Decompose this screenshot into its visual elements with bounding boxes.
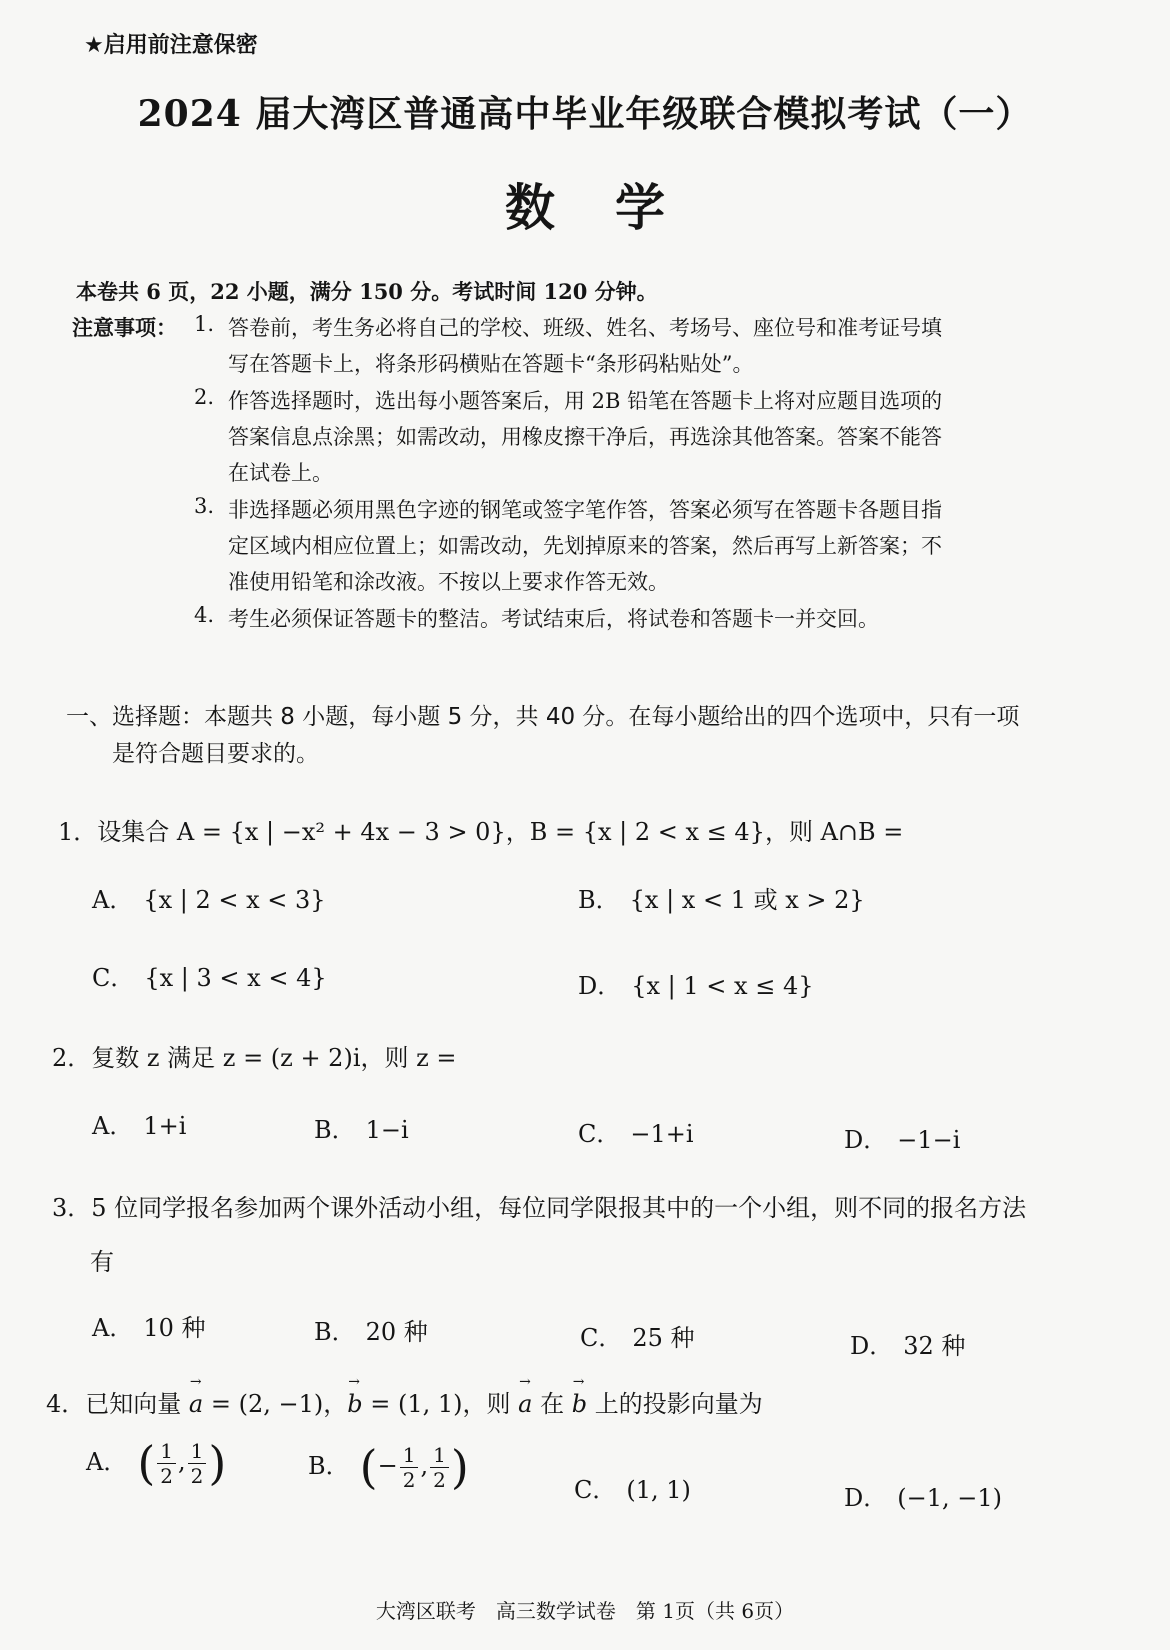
numerator: 1 xyxy=(400,1445,419,1468)
q2-option-a xyxy=(92,1106,186,1141)
exam-info: 本卷共 6 页，22 小题，满分 150 分。考试时间 120 分钟。 xyxy=(76,279,658,304)
question-3-stem-cont: 有 xyxy=(90,1248,114,1276)
q1-option-c xyxy=(92,958,327,993)
option-label: B． xyxy=(314,1318,356,1346)
q1-option-b xyxy=(578,880,865,915)
option-label: A． xyxy=(92,1112,134,1140)
fraction xyxy=(400,1442,419,1492)
notice-item-line: 考生必须保证答题卡的整洁。考试结束后，将试卷和答题卡一并交回。 xyxy=(228,607,879,631)
question-1-stem: 1．设集合 A = {x | −x² + 4x − 3 > 0}，B = {x | 2 < x ≤ 4}，则 A∩B = xyxy=(58,818,904,846)
question-3-stem: 3．5 位同学报名参加两个课外活动小组，每位同学限报其中的一个小组，则不同的报名方法 xyxy=(52,1194,1027,1222)
q3-option-d xyxy=(850,1326,965,1361)
stem-text: = (2, −1)， xyxy=(203,1390,348,1418)
paren: ( xyxy=(137,1436,156,1490)
q1-option-a xyxy=(92,880,326,915)
denominator: 2 xyxy=(160,1463,174,1488)
option-text: 25 种 xyxy=(632,1324,695,1352)
stem-text: 在 xyxy=(532,1390,572,1418)
fraction xyxy=(430,1442,449,1492)
notice-item-line: 在试卷上。 xyxy=(228,461,333,485)
vector-a: → a xyxy=(518,1390,532,1418)
notice-item-line: 定区域内相应位置上；如需改动，先划掉原来的答案，然后再写上新答案；不 xyxy=(228,534,942,558)
numerator: 1 xyxy=(430,1445,449,1468)
fraction xyxy=(188,1438,207,1488)
option-label: C． xyxy=(580,1324,623,1352)
notice-item-line: 答卷前，考生务必将自己的学校、班级、姓名、考场号、座位号和准考证号填 xyxy=(228,316,942,340)
notice-item-line: 准使用铅笔和涂改液。不按以上要求作答无效。 xyxy=(228,570,669,594)
option-label: D． xyxy=(844,1484,888,1512)
option-text: 32 种 xyxy=(903,1332,966,1360)
option-label: D． xyxy=(578,972,622,1000)
option-label: A． xyxy=(86,1447,128,1476)
paren: ) xyxy=(208,1436,227,1490)
q3-option-c xyxy=(580,1318,695,1353)
q3-option-a xyxy=(92,1308,206,1343)
notice-item-line: 作答选择题时，选出每小题答案后，用 2B 铅笔在答题卡上将对应题目选项的 xyxy=(228,389,943,413)
q4-option-d xyxy=(844,1478,1002,1513)
vector-a: → a xyxy=(189,1390,203,1418)
option-text: {x | 2 < x < 3} xyxy=(143,886,326,914)
option-text: 1−i xyxy=(365,1116,409,1144)
stem-text: 上的投影向量为 xyxy=(587,1390,763,1418)
option-text: −1+i xyxy=(630,1120,694,1148)
q2-option-d xyxy=(844,1120,960,1155)
q4-option-c xyxy=(574,1470,691,1505)
option-label: A． xyxy=(92,886,134,914)
paren: ) xyxy=(450,1440,469,1494)
option-text: −1−i xyxy=(897,1126,961,1154)
vector-b: → b xyxy=(572,1390,587,1418)
subject-title: 数学 xyxy=(505,178,725,237)
option-label: D． xyxy=(844,1126,888,1154)
question-2-stem: 2．复数 z 满足 z = (z + 2)i，则 z = xyxy=(52,1044,457,1072)
section-heading-cont: 是符合题目要求的。 xyxy=(112,741,319,767)
exam-title: 2024 届大湾区普通高中毕业年级联合模拟考试（一） xyxy=(137,93,1033,135)
option-text: (1, 1) xyxy=(626,1476,691,1504)
denominator: 2 xyxy=(402,1467,416,1492)
notice-item-line: 写在答题卡上，将条形码横贴在答题卡“条形码粘贴处”。 xyxy=(228,352,754,376)
q4-option-b: B． (− $\frac{1}{2}$ , $\frac{1}{2}$ ) xyxy=(308,1440,469,1494)
notice-item-number: 3. xyxy=(194,494,215,518)
notice-item-line: 非选择题必须用黑色字迹的钢笔或签字笔作答，答案必须写在答题卡各题目指 xyxy=(228,498,942,522)
page-footer: 大湾区联考 高三数学试卷 第 1页（共 6页） xyxy=(375,1599,795,1623)
option-label: C． xyxy=(574,1476,617,1504)
denominator: 2 xyxy=(433,1467,446,1492)
option-text: (−1, −1) xyxy=(897,1484,1002,1512)
paren: ( xyxy=(359,1440,378,1494)
q1-option-d xyxy=(578,966,813,1001)
option-label: B． xyxy=(308,1451,350,1480)
option-label: A． xyxy=(92,1314,134,1342)
question-number: 4． xyxy=(46,1390,86,1418)
q4-option-a: A． ( $\frac{1}{2}$ , $\frac{1}{2}$ ) xyxy=(86,1436,227,1490)
option-text: {x | 3 < x < 4} xyxy=(144,964,327,992)
option-label: C． xyxy=(578,1120,621,1148)
q3-option-b xyxy=(314,1312,428,1347)
option-label: B． xyxy=(314,1116,356,1144)
confidential-notice: ★启用前注意保密 xyxy=(84,33,258,58)
option-label: D． xyxy=(850,1332,894,1360)
option-label: B． xyxy=(578,886,620,914)
option-text: 10 种 xyxy=(143,1314,206,1342)
option-text: {x | x < 1 或 x > 2} xyxy=(629,886,865,914)
stem-text: = (1, 1)，则 xyxy=(362,1390,519,1418)
fraction xyxy=(157,1438,176,1488)
notice-item-line: 答案信息点涂黑；如需改动，用橡皮擦干净后，再选涂其他答案。答案不能答 xyxy=(228,425,942,449)
stem-text: 已知向量 xyxy=(85,1390,182,1418)
numerator: 1 xyxy=(157,1441,176,1464)
notice-item-number: 2. xyxy=(194,385,215,409)
question-4-stem xyxy=(46,1384,763,1419)
minus-sign: − xyxy=(377,1451,398,1480)
option-text: 20 种 xyxy=(365,1318,428,1346)
option-text: 1+i xyxy=(143,1112,187,1140)
q2-option-b xyxy=(314,1110,409,1145)
notice-item-number: 1. xyxy=(194,312,215,336)
notice-item-number: 4. xyxy=(194,603,215,627)
numerator: 1 xyxy=(188,1441,207,1464)
denominator: 2 xyxy=(190,1463,204,1488)
section-heading: 一、选择题：本题共 8 小题，每小题 5 分，共 40 分。在每小题给出的四个选项中，只有一项 xyxy=(66,704,1020,730)
option-label: C． xyxy=(92,964,135,992)
option-text: {x | 1 < x ≤ 4} xyxy=(631,972,814,1000)
q2-option-c xyxy=(578,1114,694,1149)
notice-label: 注意事项： xyxy=(72,315,177,340)
vector-b: → b xyxy=(347,1390,362,1418)
